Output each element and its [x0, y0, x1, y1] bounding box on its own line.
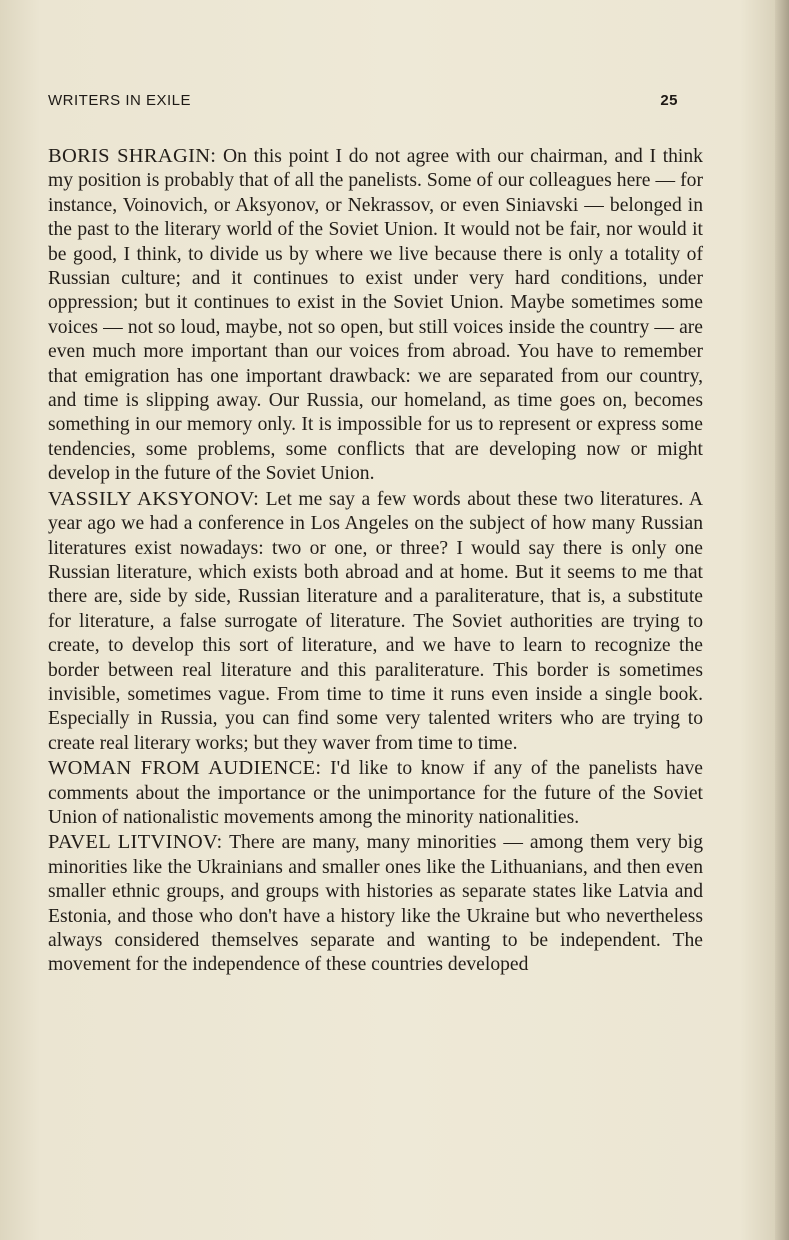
paragraph-litvinov [48, 830, 703, 977]
running-header [48, 92, 678, 114]
speaker-name: BORIS SHRAGIN: [48, 145, 217, 167]
page-spine-shadow [775, 0, 789, 1240]
page-body [48, 144, 703, 978]
paragraph-shragin [48, 144, 703, 487]
paragraph-aksyonov [48, 487, 703, 756]
running-title: WRITERS IN EXILE [48, 92, 192, 109]
paragraph-text: I'd like to know if any of the panelists have comments about the importance or the unimportance for the future of the Soviet Union of nationalistic movements among the minority nationalities. [48, 758, 703, 828]
speaker-name: WOMAN FROM AUDIENCE: [48, 757, 322, 780]
paragraph-text: There are many, many minorities — among them very big minorities like the Ukrainians and smaller ones like the Lithuanians, and then even smaller ethnic groups, and groups with histories as separate states like Latvia and Estonia, and those who don't have a history like the Ukraine but who nevertheless always considered themselves separate and wanting to be independent. The movement for the independence of these countries developed [48, 832, 703, 976]
paragraph-text: On this point I do not agree with our chairman, and I think my position is probably that of all the panelists. Some of our colleagues here — for instance, Voinovich, or Aksyonov, or Nekrassov, or even Siniavski — belonged in the past to the literary world of the Soviet Union. It would not be fair, nor would it be good, I think, to divide us by where we live because there is only a totality of Russian culture; and it continues to exist under very hard conditions, under oppression; but it continues to exist in the Soviet Union. Maybe sometimes some voices — not so loud, maybe, not so open, but still voices inside the country — are even much more important than our voices from abroad. You have to remember that emigration has one important drawback: we are separated from our country, and time is slipping away. Our Russia, our homeland, as time goes on, becomes something in our memory only. It is impossible for us to represent or express some tendencies, some problems, some conflicts that are developing now or might develop in the future of the Soviet Union. [48, 146, 703, 485]
speaker-name: PAVEL LITVINOV: [48, 831, 223, 854]
speaker-name: VASSILY AKSYONOV: [48, 487, 260, 510]
paragraph-text: Let me say a few words about these two literatures. A year ago we had a conference in Los Angeles on the subject of how many Russian literatures exist nowadays: two or one, or three? I would say there is only one Russian literature, which exists both abroad and at home. But it seems to me that there are, side by side, Russian literature and a paraliterature, that is, a substitute for literature, a false surrogate of literature. The Soviet authorities are trying to create, to develop this sort of literature, and we have to learn to recognize the border between real literature and this paraliterature. This border is sometimes invisible, sometimes vague. From time to time it runs even inside a single book. Especially in Russia, you can find some very talented writers who are trying to create real literary works; but they waver from time to time. [48, 488, 703, 754]
paragraph-audience [48, 756, 703, 830]
page-number: 25 [660, 92, 678, 109]
